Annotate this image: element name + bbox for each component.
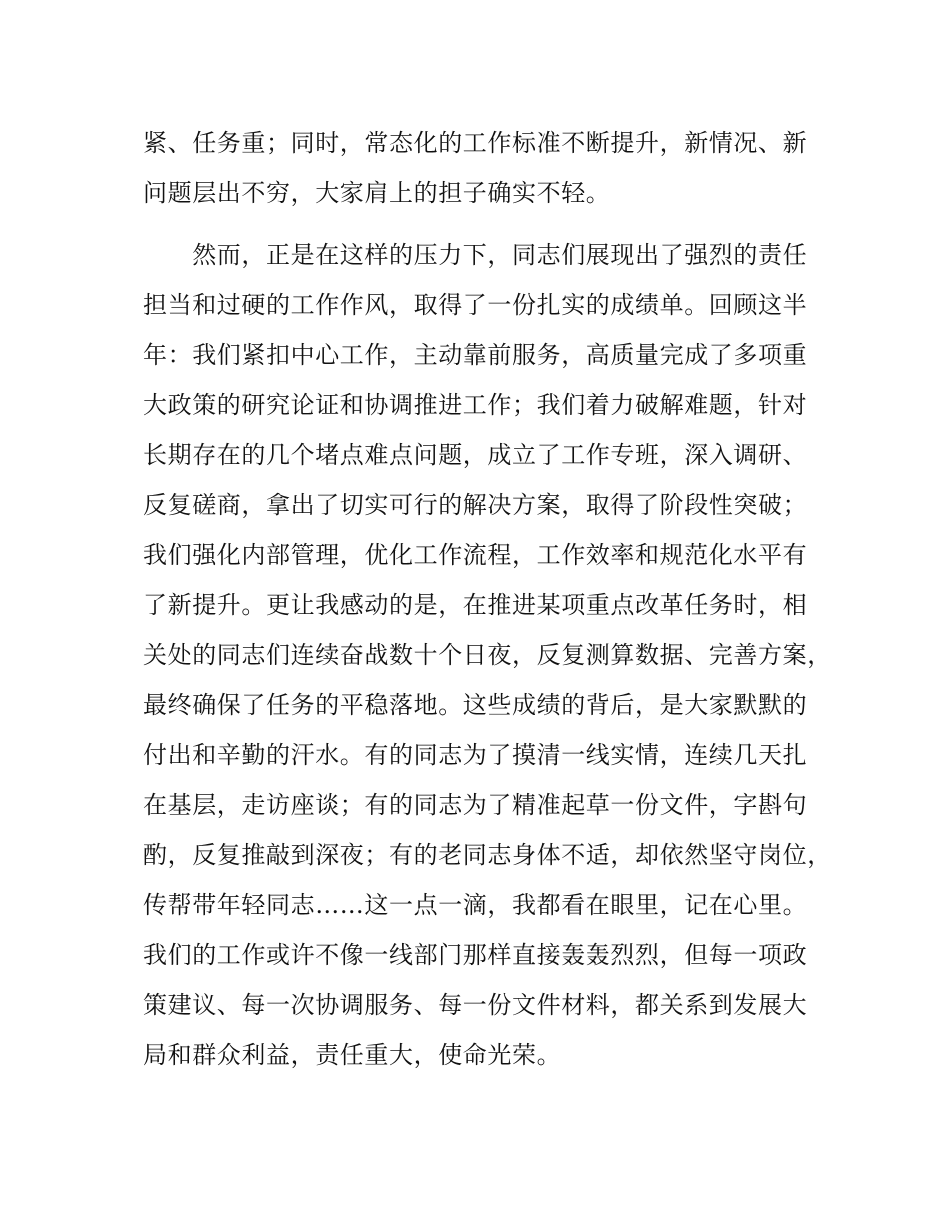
text-line: 策建议、每一次协调服务、每一份文件材料，都关系到发展大 [143,991,808,1019]
text-line: 关处的同志们连续奋战数十个日夜，反复测算数据、完善方案， [143,641,832,669]
paragraph-gap [143,218,823,230]
document-page [143,118,832,1080]
text-line: 担当和过硬的工作作风，取得了一份扎实的成绩单。回顾这半 [143,291,808,319]
text-line: 局和群众利益，责任重大，使命光荣。 [143,1041,562,1069]
text-line: 紧、任务重；同时，常态化的工作标准不断提升，新情况、新 [143,129,808,157]
text-line: 付出和辛勤的汗水。有的同志为了摸清一线实情，连续几天扎 [143,741,808,769]
text-line: 反复磋商，拿出了切实可行的解决方案，取得了阶段性突破； [143,491,808,519]
text-line: 问题层出不穷，大家肩上的担子确实不轻。 [143,179,611,207]
paragraph-1 [143,118,823,218]
text-line: 传帮带年轻同志……这一点一滴，我都看在眼里，记在心里。 [143,891,808,919]
text-line: 我们的工作或许不像一线部门那样直接轰轰烈烈，但每一项政 [143,941,808,969]
paragraph-2 [143,230,832,1080]
text-line: 大政策的研究论证和协调推进工作；我们着力破解难题，针对 [143,391,808,419]
text-line: 酌，反复推敲到深夜；有的老同志身体不适，却依然坚守岗位， [143,841,832,869]
text-line: 了新提升。更让我感动的是，在推进某项重点改革任务时，相 [143,591,808,619]
text-line: 最终确保了任务的平稳落地。这些成绩的背后，是大家默默的 [143,691,808,719]
text-line: 然而，正是在这样的压力下，同志们展现出了强烈的责任 [143,241,808,269]
text-line: 我们强化内部管理，优化工作流程，工作效率和规范化水平有 [143,541,808,569]
text-line: 在基层，走访座谈；有的同志为了精准起草一份文件，字斟句 [143,791,808,819]
text-line: 长期存在的几个堵点难点问题，成立了工作专班，深入调研、 [143,441,808,469]
text-line: 年：我们紧扣中心工作，主动靠前服务，高质量完成了多项重 [143,341,808,369]
